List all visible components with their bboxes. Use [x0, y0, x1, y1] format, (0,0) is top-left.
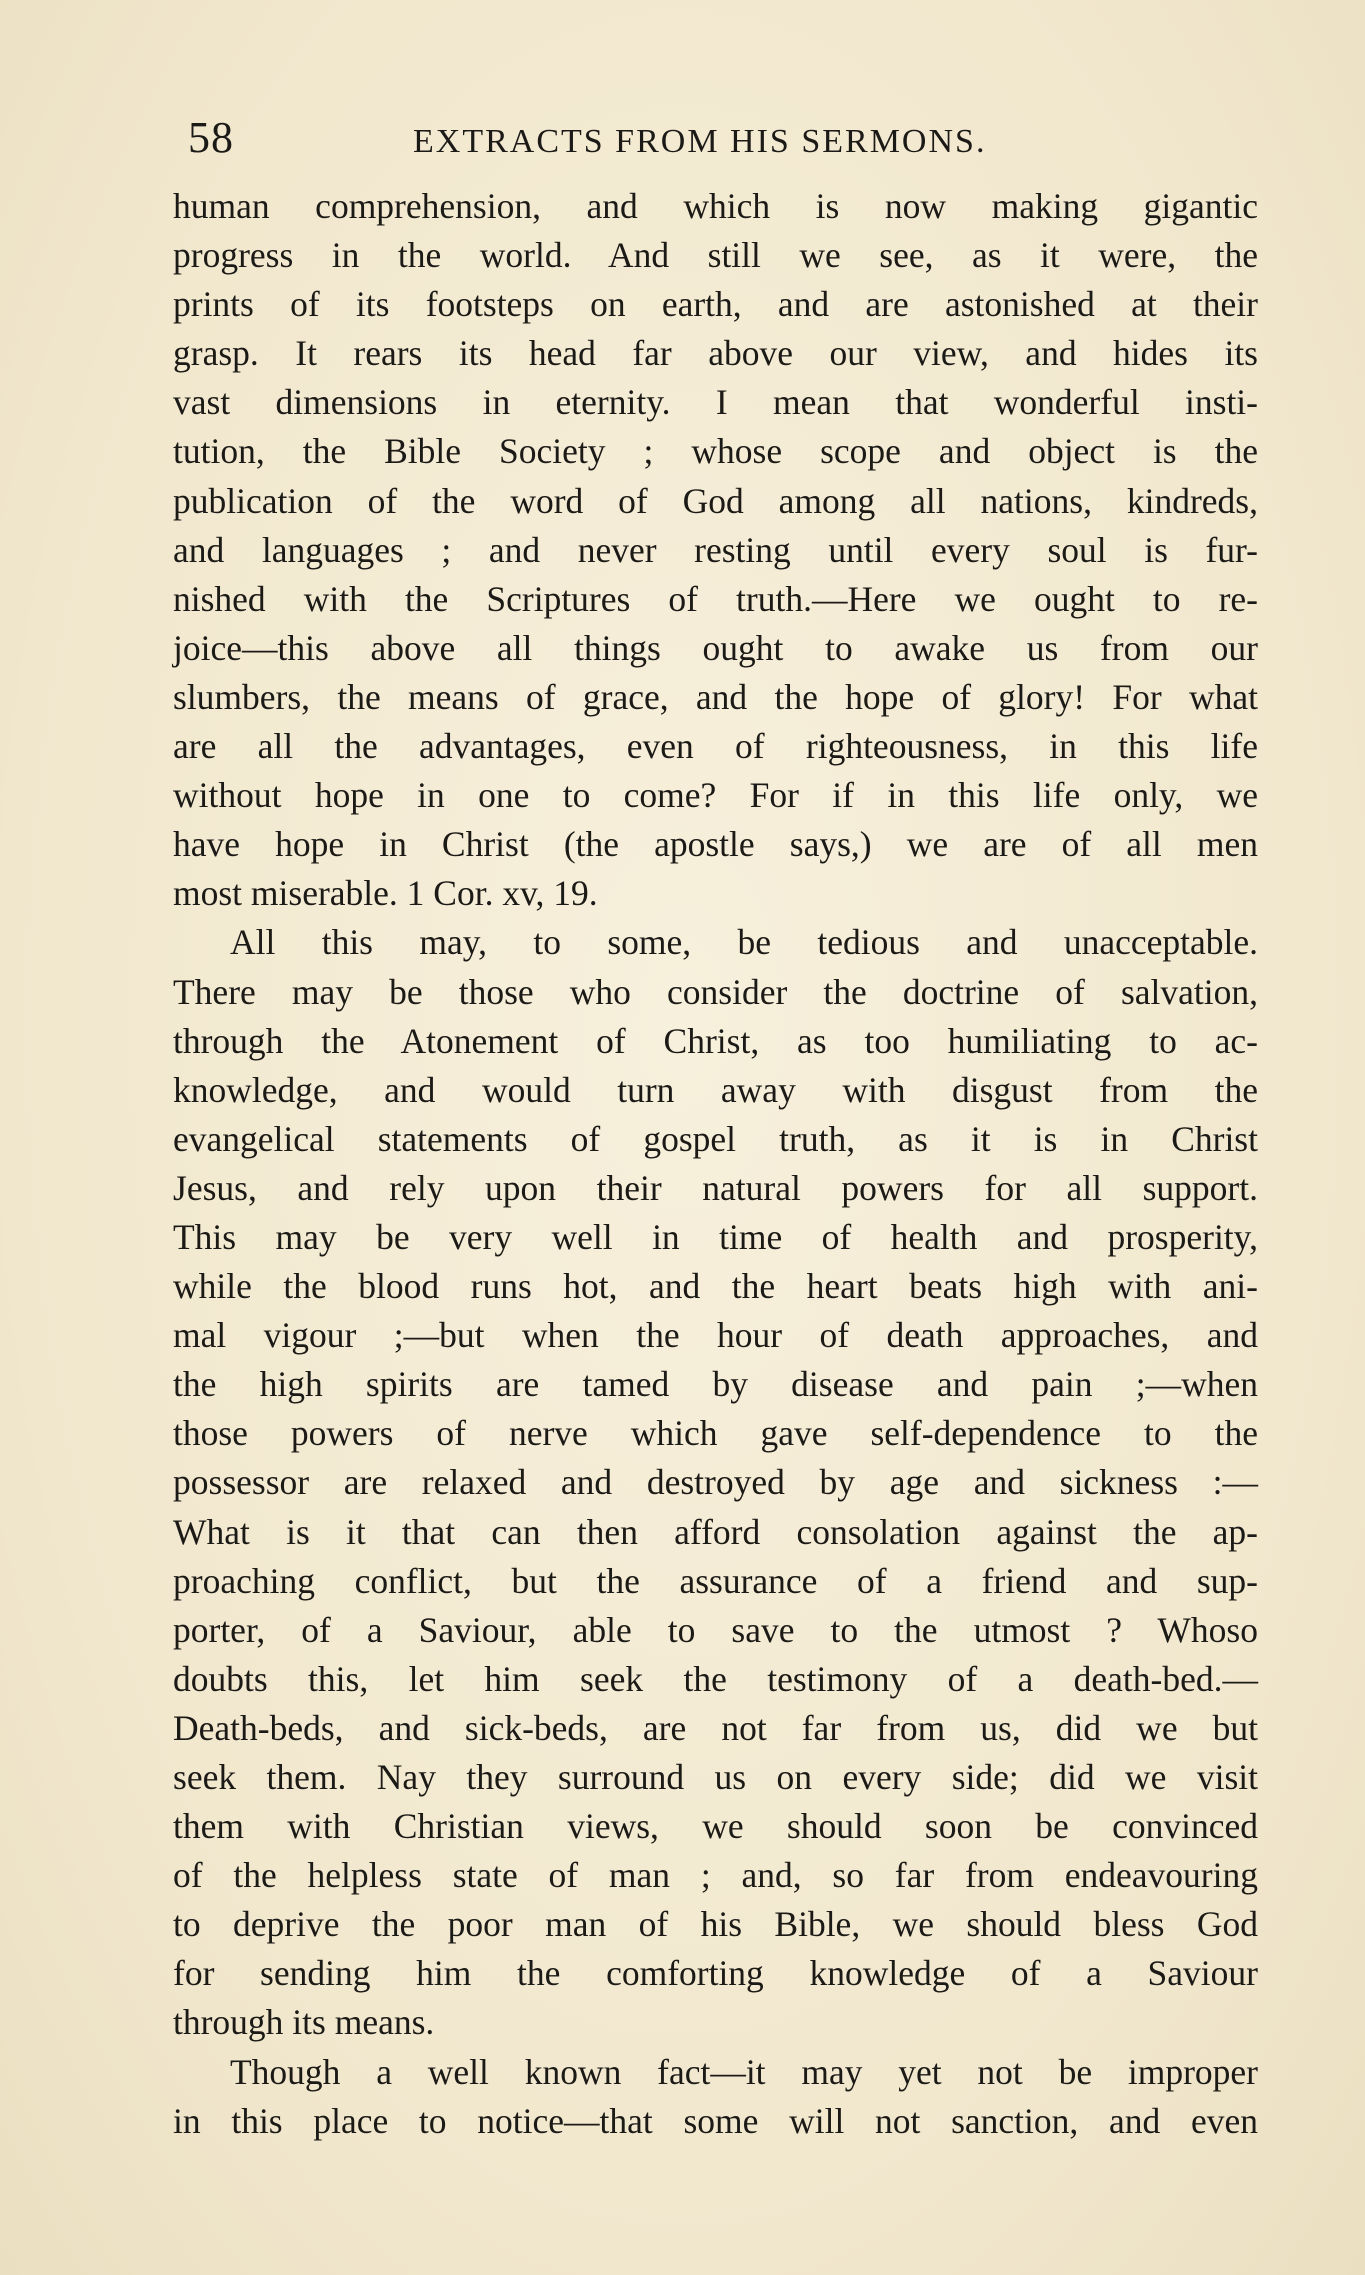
text-line: seek them. Nay they surround us on every side; did we visit [173, 1757, 1258, 1797]
page-header [188, 108, 1258, 168]
text-line: are all the advantages, even of righteousness, in this life [173, 726, 1258, 767]
paragraph-start-line: All this may, to some, be tedious and unacceptable. [230, 922, 1258, 963]
text-line: slumbers, the means of grace, and the hope of glory! For what [173, 676, 1258, 717]
text-line: This may be very well in time of health and prosperity, [173, 1216, 1258, 1257]
text-line: vast dimensions in eternity. I mean that wonderful insti- [173, 382, 1258, 423]
text-line: There may be those who consider the doctrine of salvation, [173, 971, 1258, 1012]
text-line: prints of its footsteps on earth, and are astonished at their [173, 284, 1258, 325]
text-line: most miserable. 1 Cor. xv, 19. [173, 873, 598, 914]
text-line: publication of the word of God among all nations, kindreds, [173, 480, 1258, 521]
text-line: through the Atonement of Christ, as too humiliating to ac- [173, 1020, 1258, 1061]
text-line: doubts this, let him seek the testimony of a death-bed.— [173, 1658, 1258, 1699]
text-line: while the blood runs hot, and the heart beats high with ani- [173, 1266, 1258, 1307]
text-line: have hope in Christ (the apostle says,) we are of all men [173, 824, 1258, 865]
text-line: through its means. [173, 2002, 435, 2043]
text-line: Jesus, and rely upon their natural powers for all support. [173, 1167, 1258, 1208]
text-line: Death-beds, and sick-beds, are not far from us, did we but [173, 1707, 1258, 1748]
text-line: proaching conflict, but the assurance of a friend and sup- [173, 1560, 1258, 1601]
text-line: in this place to notice—that some will not sanction, and even [173, 2100, 1258, 2141]
text-line: of the helpless state of man ; and, so far from endeavouring [173, 1855, 1258, 1896]
text-line: mal vigour ;—but when the hour of death approaches, and [173, 1315, 1258, 1356]
text-line: nished with the Scriptures of truth.—Here we ought to re- [173, 578, 1258, 619]
text-line: to deprive the poor man of his Bible, we should bless God [173, 1904, 1258, 1945]
text-line: progress in the world. And still we see, as it were, the [173, 235, 1258, 276]
paragraph-start-line: Though a well known fact—it may yet not be improper [230, 2051, 1258, 2092]
text-line: the high spirits are tamed by disease and pain ;—when [173, 1364, 1258, 1405]
text-line: grasp. It rears its head far above our view, and hides its [173, 333, 1258, 374]
text-line: those powers of nerve which gave self-dependence to the [173, 1413, 1258, 1454]
text-line: joice—this above all things ought to awake us from our [173, 627, 1258, 668]
running-head: EXTRACTS FROM HIS SERMONS. [413, 123, 987, 160]
text-line: evangelical statements of gospel truth, as it is in Christ [173, 1118, 1258, 1159]
text-line: knowledge, and would turn away with disgust from the [173, 1069, 1258, 1110]
text-line: them with Christian views, we should soon be convinced [173, 1806, 1258, 1847]
text-line: and languages ; and never resting until every soul is fur- [173, 529, 1258, 570]
text-line: porter, of a Saviour, able to save to the utmost ? Whoso [173, 1609, 1258, 1650]
text-line: without hope in one to come? For if in this life only, we [173, 775, 1258, 816]
text-line: What is it that can then afford consolation against the ap- [173, 1511, 1258, 1552]
text-line: for sending him the comforting knowledge of a Saviour [173, 1953, 1258, 1994]
body-text [173, 182, 1258, 2146]
page-number: 58 [188, 113, 234, 162]
text-line: tution, the Bible Society ; whose scope and object is the [173, 431, 1258, 472]
text-line: human comprehension, and which is now making gigantic [173, 186, 1258, 226]
text-line: possessor are relaxed and destroyed by age and sickness :— [173, 1462, 1258, 1503]
